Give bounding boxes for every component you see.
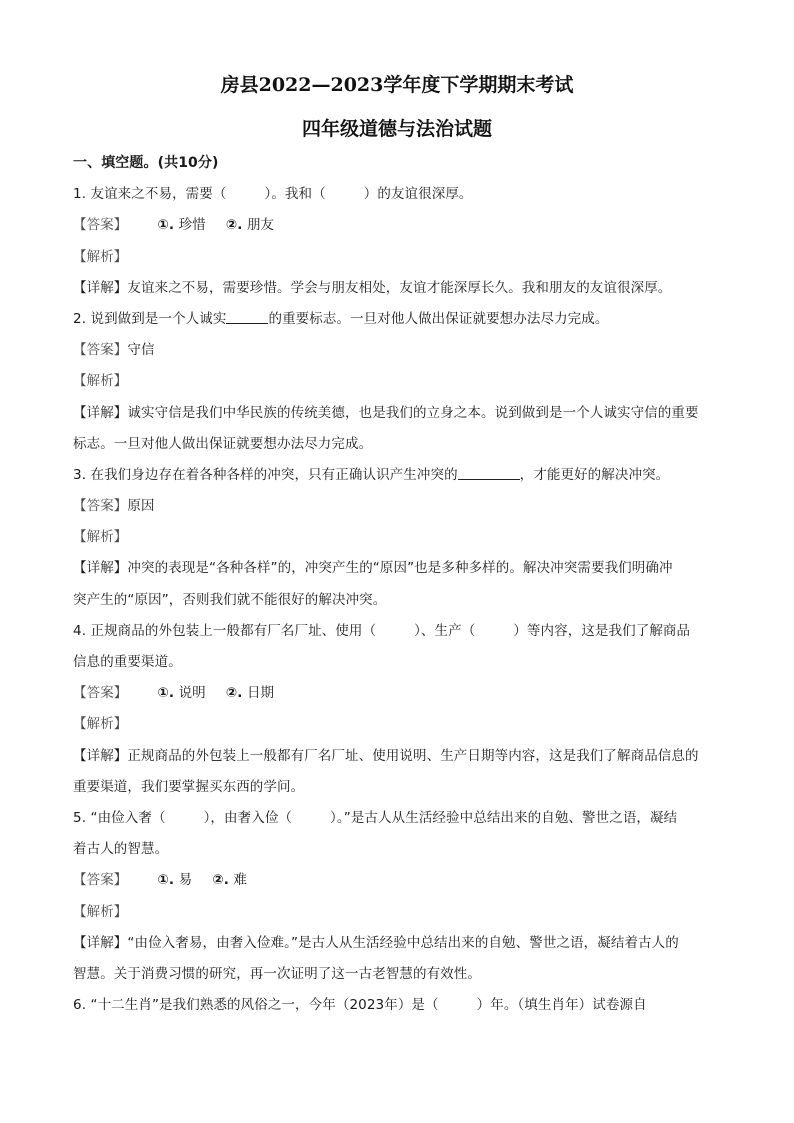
detail-1: 【详解】友谊来之不易，需要珍惜。学会与朋友相处，友谊才能深厚长久。我和朋友的友谊很深厚。 [73, 279, 672, 296]
answer-1: 【答案】 ①. 珍惜 ②. 朋友 [73, 217, 275, 234]
answer-4: 【答案】 ①. 说明 ②. 日期 [73, 685, 275, 702]
detail-4-cont: 重要渠道，我们要掌握买东西的学问。 [73, 778, 305, 795]
question-5: 5. “由俭入奢（ ），由奢入俭（ ）。”是古人从生活经验中总结出来的自勉、警世之语，凝结 [73, 809, 678, 826]
analysis-label-4: 【解析】 [73, 716, 128, 733]
detail-2-cont: 标志。一旦对他人做出保证就要想办法尽力完成。 [73, 435, 373, 452]
detail-3: 【详解】冲突的表现是“各种各样”的，冲突产生的“原因”也是多种多样的。解决冲突需要我们明确冲 [73, 560, 673, 577]
analysis-label-1: 【解析】 [73, 248, 128, 265]
question-list [73, 148, 723, 1021]
analysis-label-3: 【解析】 [73, 529, 128, 546]
detail-2: 【详解】诚实守信是我们中华民族的传统美德，也是我们的立身之本。说到做到是一个人诚实守信的重要 [73, 404, 699, 421]
answer-5: 【答案】 ①. 易 ②. 难 [73, 872, 247, 889]
question-1: 1. 友谊来之不易，需要（ ）。我和（ ）的友谊很深厚。 [73, 186, 473, 203]
analysis-label-2: 【解析】 [73, 373, 128, 390]
analysis-label-5: 【解析】 [73, 903, 128, 920]
detail-5-cont: 智慧。关于消费习惯的研究，再一次证明了这一古老智慧的有效性。 [73, 965, 481, 982]
exam-title: 房县2022—2023学年度下学期期末考试 [220, 74, 574, 96]
question-4: 4. 正规商品的外包装上一般都有厂名厂址、使用（ ）、生产（ ）等内容，这是我们了解商品 [73, 622, 691, 639]
detail-4: 【详解】正规商品的外包装上一般都有厂名厂址、使用说明、生产日期等内容，这是我们了解商品信息的 [73, 747, 699, 764]
question-5-cont: 着古人的智慧。 [73, 841, 169, 858]
detail-3-cont: 突产生的“原因”，否则我们就不能很好的解决冲突。 [73, 591, 387, 608]
question-4-cont: 信息的重要渠道。 [73, 654, 182, 670]
exam-subtitle: 四年级道德与法治试题 [301, 118, 492, 140]
answer-2: 【答案】守信 [73, 342, 155, 359]
question-3: 3. 在我们身边存在着各种各样的冲突，只有正确认识产生冲突的 ，才能更好的解决冲突。 [73, 466, 670, 483]
answer-blank [226, 309, 268, 324]
section-heading: 一、填空题。(共10分) [73, 155, 219, 171]
detail-5: 【详解】“由俭入奢易，由奢入俭难。”是古人从生活经验中总结出来的自勉、警世之语，凝结着古人的 [73, 934, 679, 951]
question-2: 2. 说到做到是一个人诚实 的重要标志。一旦对他人做出保证就要想办法尽力完成。 [73, 310, 609, 327]
question-6: 6. “十二生肖”是我们熟悉的风俗之一，今年（2023年）是（ ）年。（填生肖年）试卷源自 [73, 997, 647, 1014]
answer-blank [458, 465, 520, 480]
answer-3: 【答案】原因 [73, 498, 155, 515]
